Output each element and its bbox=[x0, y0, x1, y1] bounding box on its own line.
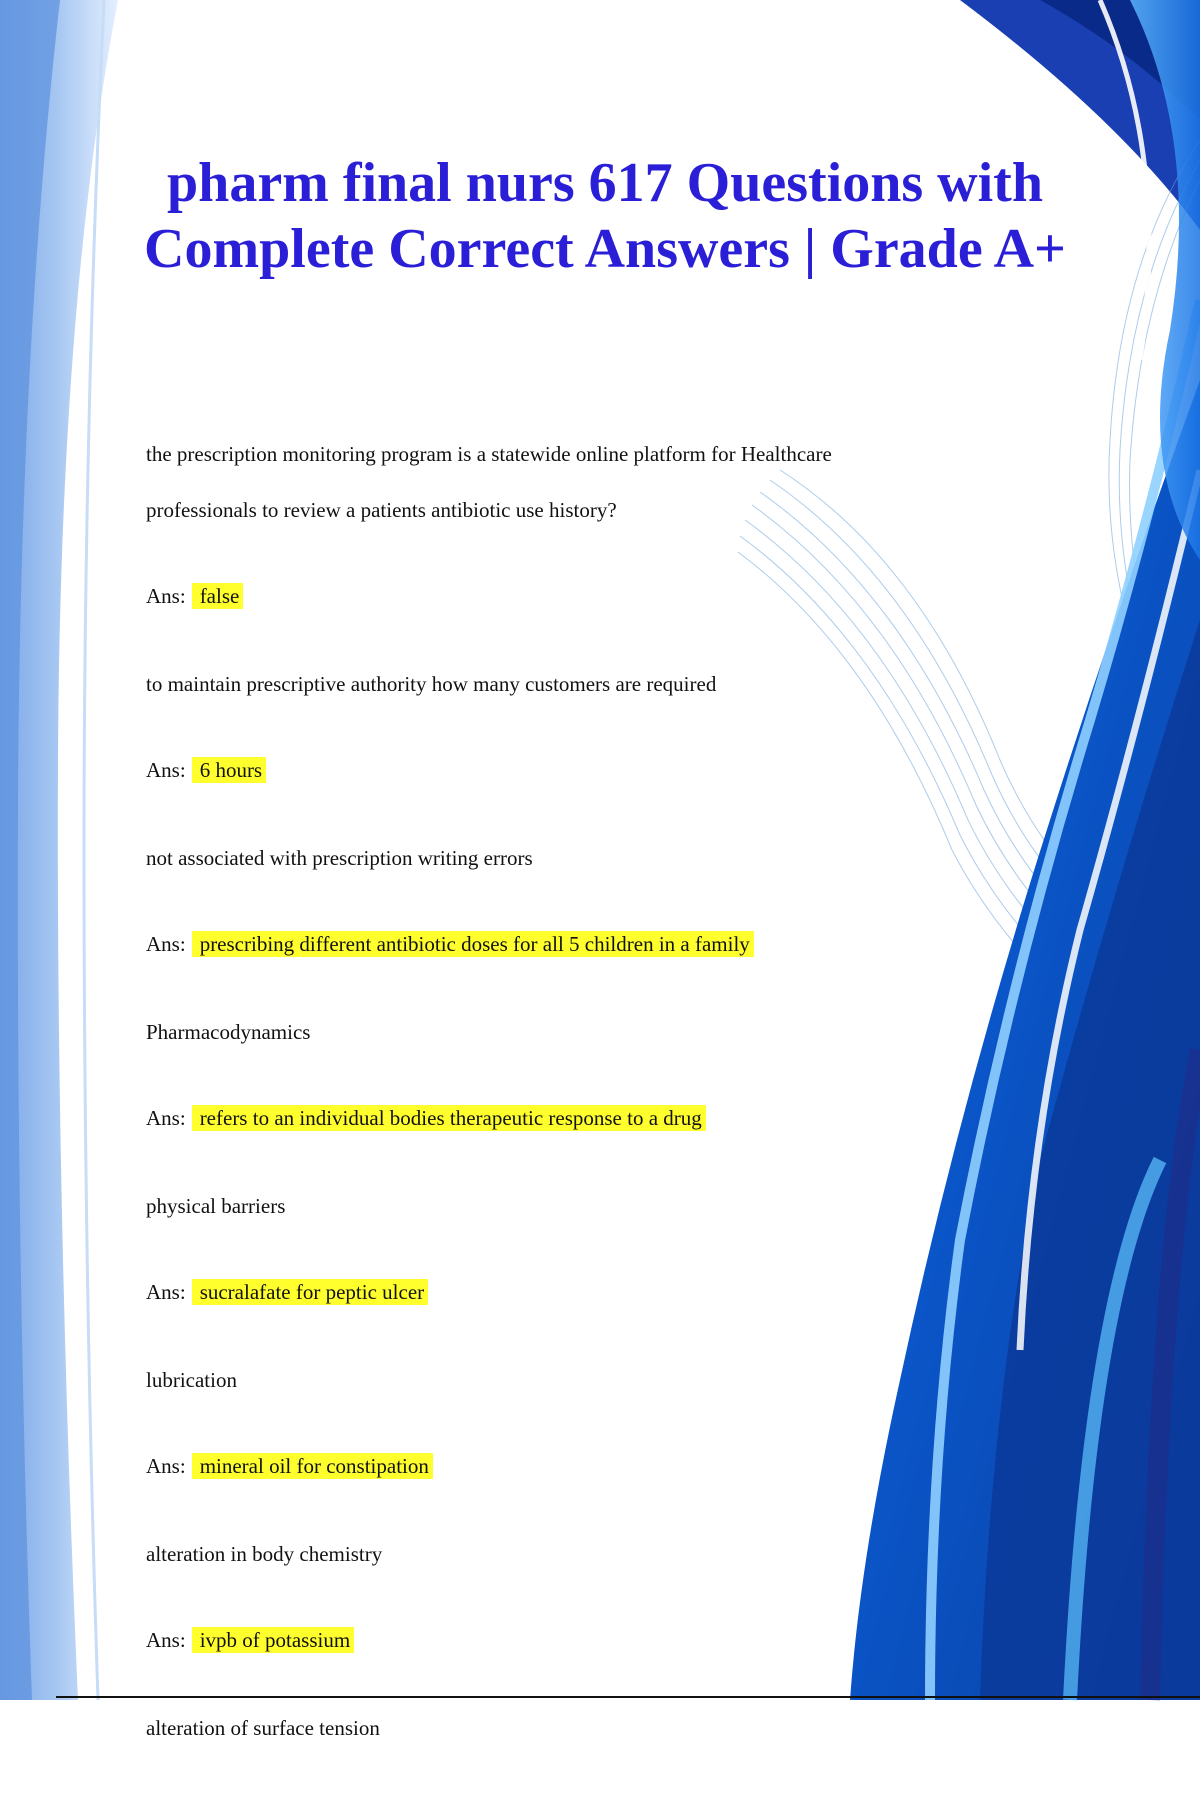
answer-label: Ans: bbox=[146, 1454, 186, 1478]
qa-item bbox=[146, 656, 946, 782]
document-title: pharm final nurs 617 Questions with Complete Correct Answers | Grade A+ bbox=[144, 152, 1066, 280]
qa-item bbox=[146, 1178, 946, 1304]
answer-highlight: sucralafate for peptic ulcer bbox=[192, 1279, 428, 1305]
answer-highlight: mineral oil for constipation bbox=[192, 1453, 433, 1479]
question-text: alteration of surface tension bbox=[146, 1716, 380, 1740]
question-text: the prescription monitoring program is a statewide online platform for Healthcare professionals to review a patients antibiotic use history? bbox=[146, 442, 832, 522]
answer-row bbox=[146, 1628, 946, 1652]
qa-item bbox=[146, 426, 946, 608]
question-text: not associated with prescription writing errors bbox=[146, 846, 533, 870]
qa-item bbox=[146, 1352, 946, 1478]
qa-item bbox=[146, 1526, 946, 1652]
question-text: lubrication bbox=[146, 1368, 237, 1392]
answer-row bbox=[146, 758, 946, 782]
qa-item bbox=[146, 1700, 946, 1756]
answer-highlight: refers to an individual bodies therapeutic response to a drug bbox=[192, 1105, 706, 1131]
answer-label: Ans: bbox=[146, 932, 186, 956]
answer-row bbox=[146, 1454, 946, 1478]
answer-highlight: prescribing different antibiotic doses for all 5 children in a family bbox=[192, 931, 754, 957]
question-text: alteration in body chemistry bbox=[146, 1542, 383, 1566]
answer-label: Ans: bbox=[146, 584, 186, 608]
answer-label: Ans: bbox=[146, 1106, 186, 1130]
answer-row bbox=[146, 1106, 946, 1130]
answer-highlight: ivpb of potassium bbox=[192, 1627, 355, 1653]
question-text: physical barriers bbox=[146, 1194, 286, 1218]
answer-row bbox=[146, 584, 946, 608]
answer-highlight: 6 hours bbox=[192, 757, 266, 783]
answer-label: Ans: bbox=[146, 758, 186, 782]
qa-item bbox=[146, 830, 946, 956]
answer-label: Ans: bbox=[146, 1628, 186, 1652]
qa-item bbox=[146, 1004, 946, 1130]
answer-label: Ans: bbox=[146, 1280, 186, 1304]
answer-highlight: false bbox=[192, 583, 244, 609]
qa-list bbox=[146, 436, 946, 1802]
answer-row bbox=[146, 1280, 946, 1304]
bottom-divider bbox=[56, 1696, 1200, 1698]
answer-row bbox=[146, 932, 946, 956]
question-text: Pharmacodynamics bbox=[146, 1020, 311, 1044]
question-text: to maintain prescriptive authority how many customers are required bbox=[146, 672, 717, 696]
